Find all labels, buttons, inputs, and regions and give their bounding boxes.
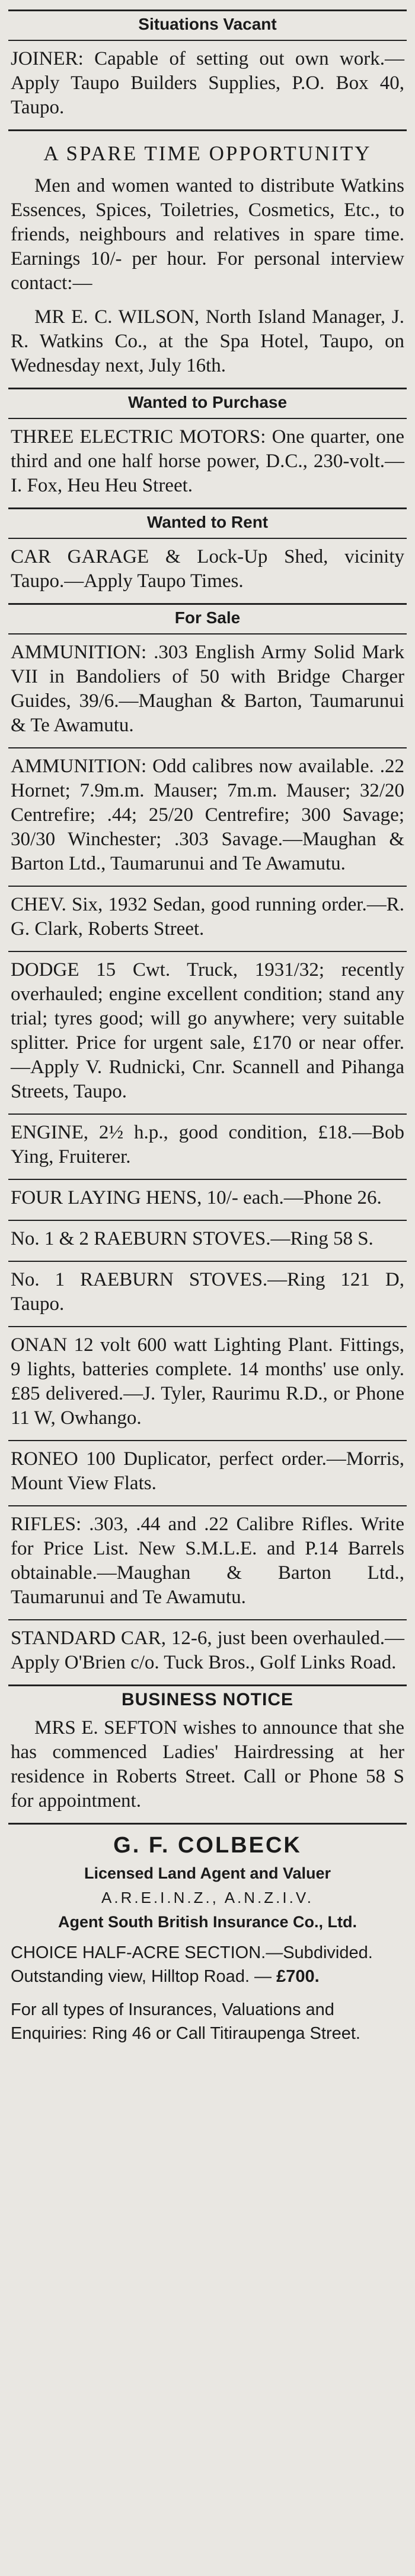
ad-laying-hens: FOUR LAYING HENS, 10/- each.—Phone 26.: [11, 1187, 382, 1208]
ad-engine: ENGINE, 2½ h.p., good condition, £18.—Bob Ying, Fruiterer.: [11, 1122, 404, 1168]
ad-ammunition-303: AMMUNITION: .303 English Army Solid Mark VII in Bandoliers of 50 with Bridge Charger Guides, 39/6.—Maughan & Barton, Taumarunui & Te Awamutu.: [11, 642, 404, 736]
divider: [8, 1113, 407, 1115]
ad-title-spare-time: A SPARE TIME OPPORTUNITY: [43, 142, 372, 165]
divider: [8, 388, 407, 389]
ad-electric-motors: THREE ELECTRIC MOTORS: One quarter, one third and one half horse power, D.C., 230-volt.—I. Fox, Heu Heu Street.: [11, 426, 404, 496]
divider: [8, 1823, 407, 1825]
ad-raeburn-stoves-1-2: No. 1 & 2 RAEBURN STOVES.—Ring 58 S.: [11, 1228, 374, 1249]
agent-insurance-company: Agent South British Insurance Co., Ltd.: [58, 1913, 357, 1931]
section-heading-for-sale: For Sale: [174, 608, 241, 627]
ad-chev-sedan: CHEV. Six, 1932 Sedan, good running order.—R. G. Clark, Roberts Street.: [11, 894, 404, 940]
divider: [8, 1684, 407, 1686]
ad-half-acre-section: [8, 1941, 407, 1988]
ad-roneo-duplicator: RONEO 100 Duplicator, perfect order.—Morris, Mount View Flats.: [11, 1448, 404, 1494]
section-price: £700.: [276, 1967, 320, 1986]
ad-rifles: RIFLES: .303, .44 and .22 Calibre Rifles. Write for Price List. New S.M.L.E. and P.14 Barrels obtainable.—Maughan & Barton Ltd., Taumarunui and Te Awamutu.: [11, 1514, 404, 1608]
ad-car-garage: CAR GARAGE & Lock-Up Shed, vicinity Taupo.—Apply Taupo Times.: [11, 546, 404, 592]
divider: [8, 1326, 407, 1327]
divider: [8, 633, 407, 635]
ad-spare-time-contact: MR E. C. WILSON, North Island Manager, J. R. Watkins Co., at the Spa Hotel, Taupo, on Wednesday next, July 16th.: [11, 306, 404, 376]
divider: [8, 129, 407, 131]
section-description: CHOICE HALF-ACRE SECTION.—Subdivided. Outstanding view, Hilltop Road. —: [11, 1943, 373, 1986]
insurance-enquiries: For all types of Insurances, Valuations and Enquiries: Ring 46 or Call Titiraupenga Street.: [11, 2000, 360, 2043]
ad-joiner: JOINER: Capable of setting out own work.—Apply Taupo Builders Supplies, P.O. Box 40, Taupo.: [11, 48, 404, 118]
ad-standard-car: STANDARD CAR, 12-6, just been overhauled.—Apply O'Brien c/o. Tuck Bros., Golf Links Road.: [11, 1628, 404, 1673]
divider: [8, 418, 407, 419]
ad-raeburn-stoves-1: No. 1 RAEBURN STOVES.—Ring 121 D, Taupo.: [11, 1269, 404, 1315]
divider: [8, 1440, 407, 1441]
divider: [8, 1505, 407, 1506]
ad-ammunition-odd-calibres: AMMUNITION: Odd calibres now available. .22 Hornet; 7.9m.m. Mauser; 7m.m. Mauser; 32/20 Centrefire; .44; 25/20 Centrefire; 300 Savage; 30/30 Winchester; .303 Savage.—Maughan & Barton Ltd., Taumarunui and Te Awamutu.: [11, 756, 404, 874]
classifieds-page: [6, 0, 409, 2045]
divider: [8, 538, 407, 539]
section-heading-wanted-to-rent: Wanted to Rent: [146, 513, 269, 531]
ad-sefton-hairdressing: MRS E. SEFTON wishes to announce that she has commenced Ladies' Hairdressing at her residence in Roberts Street. Call or Phone 58 S for appointment.: [11, 1717, 404, 1812]
divider: [8, 1179, 407, 1180]
agent-qualifications: A.R.E.I.N.Z., A.N.Z.I.V.: [101, 1889, 314, 1906]
section-heading-situations-vacant: Situations Vacant: [138, 15, 277, 33]
divider: [8, 1261, 407, 1262]
divider: [8, 603, 407, 605]
ad-spare-time-body: Men and women wanted to distribute Watkins Essences, Spices, Toiletries, Cosmetics, Etc., to friends, neighbours and relatives in spare time. Earnings 10/- per hour. For personal interview contact:—: [11, 175, 404, 294]
divider: [8, 9, 407, 11]
divider: [8, 951, 407, 952]
ad-onan-lighting-plant: ONAN 12 volt 600 watt Lighting Plant. Fittings, 9 lights, batteries complete. 14 months' use only. £85 delivered.—J. Tyler, Raurimu R.D., or Phone 11 W, Owhango.: [11, 1334, 404, 1429]
divider: [8, 886, 407, 887]
divider: [8, 1619, 407, 1620]
section-heading-wanted-to-purchase: Wanted to Purchase: [127, 393, 288, 411]
divider: [8, 40, 407, 41]
divider: [8, 1220, 407, 1221]
agent-title: Licensed Land Agent and Valuer: [84, 1864, 331, 1882]
agent-name: G. F. COLBECK: [113, 1833, 302, 1858]
section-heading-business-notice: BUSINESS NOTICE: [121, 1690, 294, 1709]
ad-dodge-truck: DODGE 15 Cwt. Truck, 1931/32; recently overhauled; engine excellent condition; stand any trial; tyres good; will go anywhere; very suitable splitter. Price for urgent sale, £170 or near offer.—Apply V. Rudnicki, Cnr. Scannell and Pihanga Streets, Taupo.: [11, 959, 404, 1102]
divider: [8, 747, 407, 748]
divider: [8, 507, 407, 509]
